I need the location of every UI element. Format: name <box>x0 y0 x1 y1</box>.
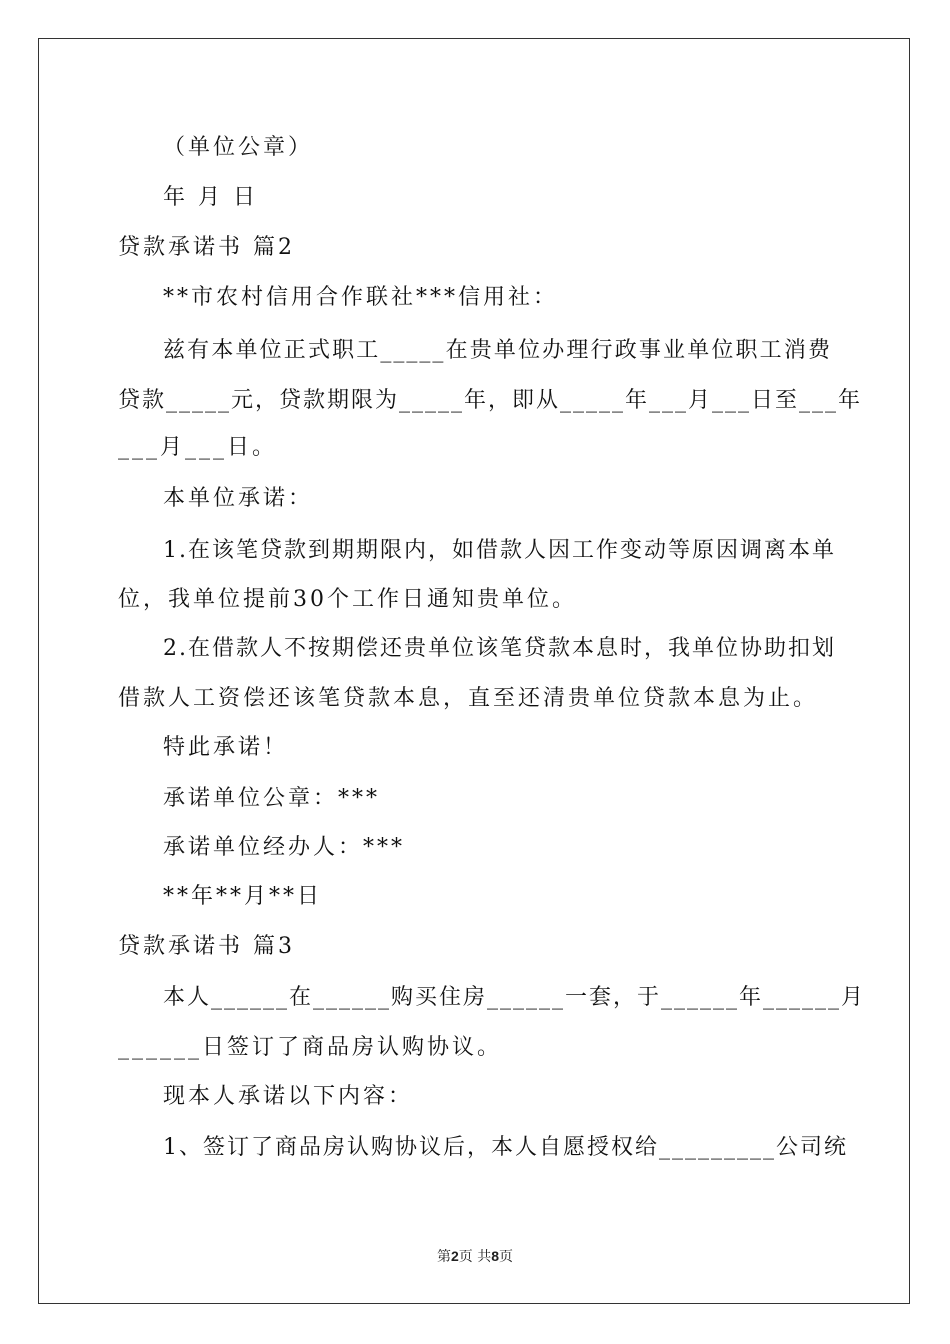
paragraph-line: ______日签订了商品房认购协议。 <box>118 1035 503 1060</box>
paragraph-line: 1.在该笔贷款到期期限内，如借款人因工作变动等原因调离本单 <box>163 538 836 563</box>
signature-agent-line: 承诺单位经办人：*** <box>163 835 406 860</box>
paragraph-line: 2.在借款人不按期偿还贵单位该笔贷款本息时，我单位协助扣划 <box>163 636 836 661</box>
page-footer <box>0 1246 950 1266</box>
paragraph-line: 本人______在______购买住房______一套，于______年______月 <box>163 985 866 1010</box>
seal-line: （单位公章） <box>163 135 314 160</box>
paragraph-line: 现本人承诺以下内容： <box>163 1084 414 1109</box>
section-heading-3: 贷款承诺书 篇3 <box>118 934 295 959</box>
footer-mid: 页 共 <box>458 1249 492 1265</box>
paragraph-line: 贷款_____元，贷款期限为_____年，即从_____年___月___日至___年 <box>118 388 863 413</box>
paragraph-line: 借款人工资偿还该笔贷款本息，直至还清贵单位贷款本息为止。 <box>118 686 819 711</box>
signature-date-line: **年**月**日 <box>163 884 323 909</box>
page-border <box>38 38 910 1304</box>
footer-page-total: 8 <box>491 1248 500 1264</box>
closing-line: 特此承诺！ <box>163 735 289 760</box>
footer-prefix: 第 <box>436 1249 451 1265</box>
footer-suffix: 页 <box>499 1249 514 1265</box>
paragraph-line: 1、签订了商品房认购协议后，本人自愿授权给_________公司统 <box>163 1135 848 1160</box>
signature-seal-line: 承诺单位公章：*** <box>163 786 381 811</box>
section-heading-2: 贷款承诺书 篇2 <box>118 235 295 260</box>
footer-page-number: 2 <box>450 1248 459 1264</box>
paragraph-line: ___月___日。 <box>118 435 278 460</box>
date-line: 年 月 日 <box>163 185 258 210</box>
paragraph-line: 兹有本单位正式职工_____在贵单位办理行政事业单位职工消费 <box>163 338 832 363</box>
paragraph-line: 位，我单位提前30个工作日通知贵单位。 <box>118 587 577 612</box>
promise-heading: 本单位承诺： <box>163 486 314 511</box>
addressee-line: **市农村信用合作联社***信用社： <box>163 285 559 310</box>
